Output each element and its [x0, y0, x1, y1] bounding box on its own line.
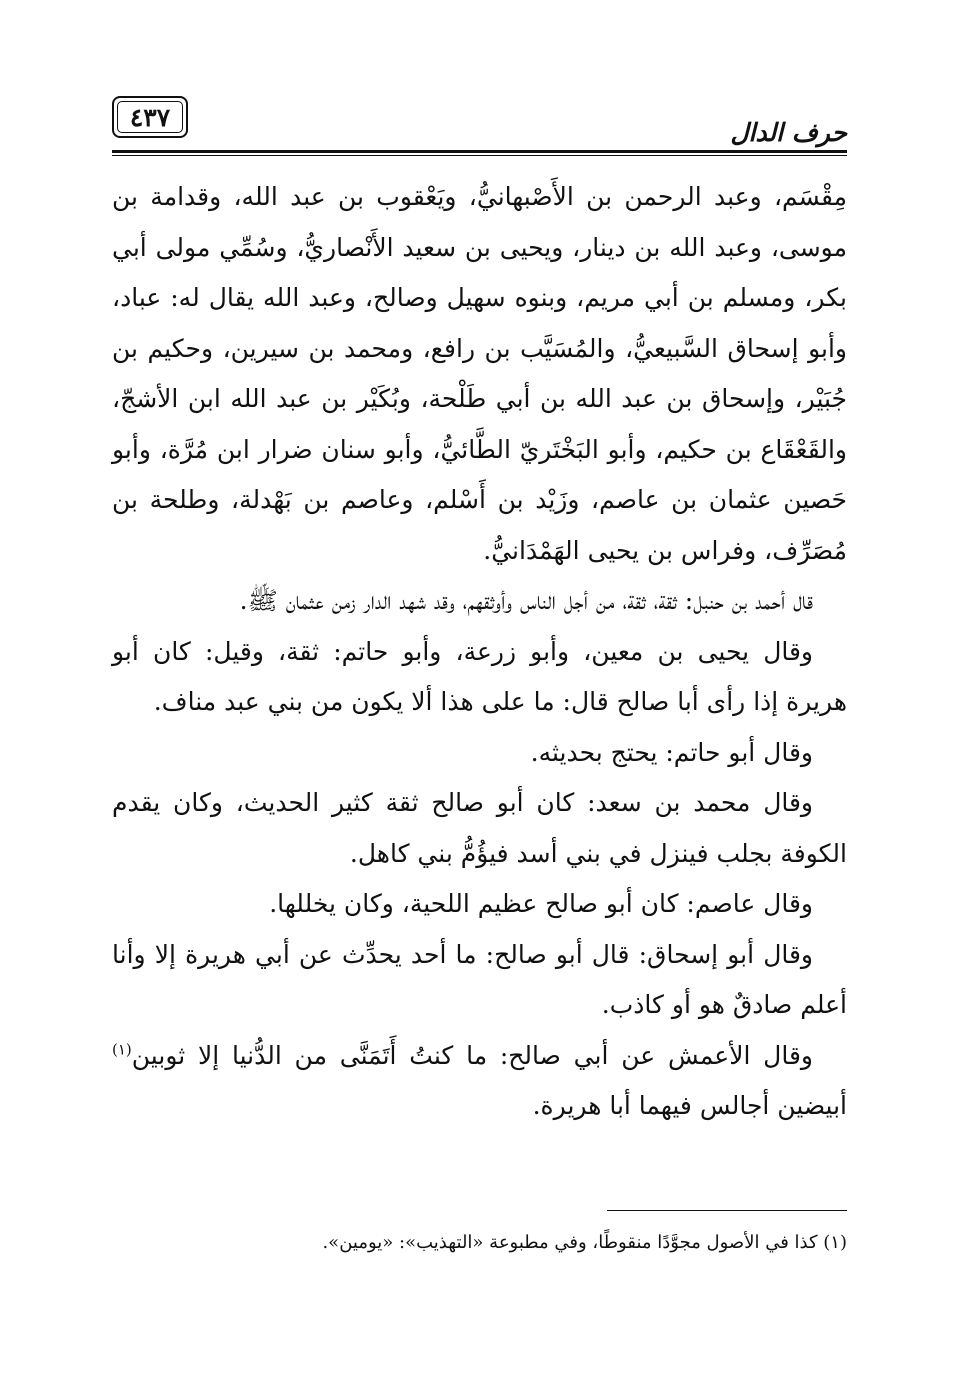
paragraph-asim: وقال عاصم: كان أبو صالح عظيم اللحية، وكان يخللها. [269, 889, 813, 918]
header-rule [112, 150, 847, 153]
paragraph-yahya: وقال يحيى بن معين، وأبو زرعة، وأبو حاتم: ثقة، وقيل: كان أبو هريرة إذا رأى أبا صالح قال: ما على هذا ألا يكون من بني عبد مناف. [112, 636, 847, 716]
footnote-rule [607, 1210, 847, 1211]
footnote-reference: (١) [112, 1040, 132, 1059]
paragraph-abu-hatim: وقال أبو حاتم: يحتج بحديثه. [530, 737, 813, 767]
paragraph-ahmad: قال أحمد بن حنبل: ثقة، ثقة، من أجل الناس وأوثقهم، وقد شهد الدار زمن عثمان ﷺ. [239, 586, 813, 615]
paragraph-abu-ishaq: وقال أبو إسحاق: قال أبو صالح: ما أحد يحدِّث عن أبي هريرة إلا وأنا أعلم صادقٌ هو أو كاذب. [112, 939, 847, 1019]
footnote: (١) كذا في الأصول مجوَّدًا منقوطًا، وفي مطبوعة «التهذيب»: «يومين». [322, 1232, 847, 1253]
header-rule-thin [112, 155, 847, 156]
paragraph-ibn-saad: وقال محمد بن سعد: كان أبو صالح ثقة كثير الحديث، وكان يقدم الكوفة بجلب فينزل في بني أسد فيؤُمُّ بني كاهل. [112, 788, 847, 868]
paragraph-narrators: مِقْسَم، وعبد الرحمن بن الأَصْبهانيُّ، ويَعْقوب بن عبد الله، وقدامة بن موسى، وعبد الله بن دينار، ويحيى بن سعيد الأَنْصاريُّ، وسُمِّي مولى أبي بكر، ومسلم بن أبي مريم، وبنوه سهيل وصالح، وعبد الله يقال له: عباد، وأبو إسحاق السَّبيعيُّ، والمُسَيَّب بن رافع، ومحمد بن سيرين، وحكيم بن جُبَيْر، وإسحاق بن عبد الله بن أبي طَلْحة، وبُكَيْر بن عبد الله ابن الأشجّ، والقَعْقَاع بن حكيم، وأبو البَخْتَريّ الطَّائيُّ، وأبو سنان ضرار ابن مُرَّة، وأبو حَصين عثمان بن عاصم، وزَيْد بن أَسْلم، وعاصم بن بَهْدلة، وطلحة بن مُصَرِّف، وفراس بن يحيى الهَمْدَانيُّ. [112, 182, 847, 565]
main-text [112, 172, 847, 1132]
running-title: حرف الدال [730, 118, 847, 147]
paragraph-amash-start: وقال الأعمش عن أبي صالح: ما كنتُ أَتَمَنَّى من الدُّنيا إلا ثوبين [131, 1040, 813, 1070]
paragraph-amash-end: أبيضين أجالس فيهما أبا هريرة. [532, 1091, 847, 1120]
page-number [112, 96, 188, 138]
paragraph-amash [112, 1031, 847, 1132]
page-number-text: ٤٣٧ [129, 102, 171, 132]
